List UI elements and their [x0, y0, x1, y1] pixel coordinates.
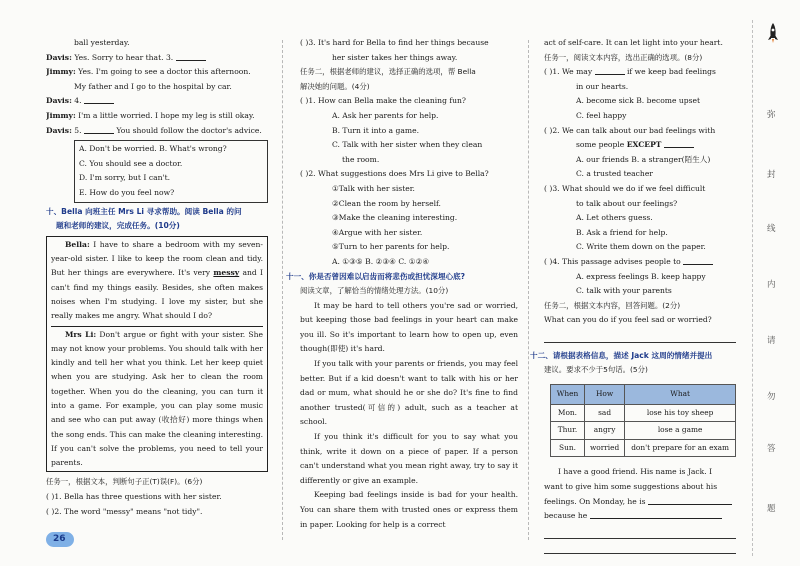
binding-char: 请 [767, 336, 776, 346]
dialogue-line: My father and I go to the hospital by car. [74, 81, 232, 91]
binding-char: 弥 [767, 110, 776, 120]
table-header-row [551, 385, 736, 405]
table-cell: Thur. [551, 422, 585, 440]
dialogue-line: Davis: 5. You should follow the doctor's advice. [46, 125, 262, 135]
section-10-title: 十、Bella 向班主任 Mrs Li 寻求帮助。阅读 Bella 的问 [46, 206, 242, 216]
page-number: 26 [53, 534, 66, 544]
task1-title: 任务一，根据文本，判断句子正(T)误(F)。(6分) [46, 477, 203, 487]
option: E. How do you feel now? [79, 187, 175, 197]
answer-blank[interactable] [664, 139, 694, 148]
section-12-title: 十二、请根据表格信息，描述 Jack 这周的情绪并提出 [530, 350, 713, 360]
table-header: How [584, 385, 624, 405]
table-cell: worried [584, 439, 624, 457]
passage-paragraph: Keeping bad feelings inside is bad for your health. You can share them with trusted ones or express them in paper. Looking for help is a correct [300, 490, 518, 529]
question-cont: in our hearts. [576, 81, 629, 91]
option: A. our friends B. a stranger(陌生人) [576, 154, 711, 164]
option-cont: the room. [342, 154, 380, 164]
option: C. feel happy [576, 110, 627, 120]
binding-char: 题 [767, 504, 776, 514]
option: D. I'm sorry, but I can't. [79, 173, 171, 183]
section-11-title-cont: 阅读文章，了解恰当的情绪处理方法。(10分) [300, 286, 449, 296]
rocket-icon [766, 22, 780, 44]
dialogue-line: Davis: 4. [46, 94, 268, 109]
section-11-title: 十一、你是否曾因难以启齿而将悲伤或担忧深埋心底? [286, 271, 466, 281]
task1-title: 任务一，阅读文本内容，选出正确的选项。(8分) [544, 52, 703, 62]
column-divider [282, 40, 283, 540]
mrs-li-reply: Mrs Li: Don't argue or fight with your sister. She may not know your problems. You should talk with her kindly and tell her what you think. Let her keep quiet when you are studying. Ask her to clean the room together. When you do the cleaning, you can turn it into a game. For example, you can play some music and see who can put away (收拾好) more things when the song ends. This can make the cleaning interesting. If you can't solve the problems, you need to tell your parents. [51, 326, 263, 471]
option: C. Write them down on the paper. [576, 242, 706, 252]
answer-blank[interactable] [595, 66, 625, 75]
writing-prompt: I have a good friend. His name is Jack. I [558, 467, 713, 477]
mood-table [550, 384, 736, 457]
option: A. Ask her parents for help. [332, 110, 439, 120]
column-middle [286, 36, 518, 532]
answer-line[interactable] [544, 328, 736, 343]
tf-item[interactable]: ( )1. Bella has three questions with her sister. [46, 492, 222, 502]
tf-item-cont: her sister takes her things away. [332, 52, 458, 62]
option: C. talk with your parents [576, 286, 672, 296]
bella-letter: Bella: I have to share a bedroom with my seven-year-old sister. I like to keep the room clean and tidy. But her things are everywhere. It's very messy and I can't find my things easily. Besides, she often makes noises when I'm studying. I love my sister, but she really makes me angry. What should I do? [51, 239, 263, 321]
answer-blank[interactable] [176, 52, 206, 61]
table-cell: angry [584, 422, 624, 440]
table-row [551, 422, 736, 440]
task2-title: 任务二，根据文本内容，回答问题。(2分) [544, 300, 681, 310]
binding-char: 封 [767, 170, 776, 180]
option: ①Talk with her sister. [332, 183, 415, 193]
table-header: When [551, 385, 585, 405]
option: A. Let others guess. [576, 213, 653, 223]
table-cell: lose his toy sheep [625, 404, 736, 422]
choices: A. ①③⑤ B. ②③④ C. ①②④ [332, 256, 430, 266]
option: B. Ask a friend for help. [576, 227, 668, 237]
passage-paragraph: It may be hard to tell others you're sad or worried, but keeping those bad feelings in your heart can make you ill. So it's important to learn how to open up, even though(即使) it's hard. [300, 300, 518, 354]
question[interactable]: ( )3. What should we do if we feel difficult [544, 183, 706, 193]
option: ②Clean the room by herself. [332, 198, 441, 208]
question[interactable]: ( )4. This passage advises people to [544, 255, 736, 270]
answer-blank[interactable] [683, 256, 713, 265]
page-number-badge [46, 532, 76, 548]
writing-prompt: feelings. On Monday, he is [544, 495, 736, 510]
section-12-title-cont: 建议。要求不少于5句话。(5分) [544, 365, 648, 375]
option: A. become sick B. become upset [576, 96, 701, 106]
dialogue-line: Jimmy: I'm a little worried. I hope my leg is still okay. [46, 110, 255, 120]
answer-blank[interactable] [590, 510, 722, 519]
passage-paragraph: If you think it's difficult for you to say what you think, write it down on a piece of paper. If a person can't understand what you mean right away, try to say it differently or give an example. [300, 432, 518, 485]
option: ④Argue with her sister. [332, 227, 423, 237]
dialogue-line: ball yesterday. [74, 38, 130, 47]
binding-char: 内 [767, 280, 776, 290]
table-cell: don't prepare for an exam [625, 439, 736, 457]
answer-line[interactable] [544, 539, 736, 554]
option: A. express feelings B. keep happy [576, 271, 706, 281]
question[interactable]: ( )1. How can Bella make the cleaning fun? [300, 96, 467, 106]
table-cell: Mon. [551, 404, 585, 422]
option: ⑤Turn to her parents for help. [332, 242, 450, 252]
tf-item[interactable]: ( )2. The word "messy" means "not tidy". [46, 506, 203, 516]
question[interactable]: ( )2. We can talk about our bad feelings with [544, 125, 716, 135]
writing-prompt: want to give him some suggestions about his [544, 482, 718, 492]
question-cont: to talk about our feelings? [576, 198, 678, 208]
option: ③Make the cleaning interesting. [332, 213, 458, 223]
binding-char: 答 [767, 444, 776, 454]
answer-blank[interactable] [648, 496, 732, 505]
question-cont: some people EXCEPT [544, 138, 736, 153]
binding-strip [752, 20, 794, 556]
question[interactable]: ( )1. We may if we keep bad feelings [544, 67, 716, 77]
passage-paragraph: If you talk with your parents or friends, you may feel better. But if a kid doesn't want to talk with his or her dad or mum, what should he or she do? It's fine to find another trusted(可信的) adult, such as a teacher at school. [300, 359, 518, 427]
binding-char: 勿 [767, 392, 776, 402]
task2-title: 任务二，根据老师的建议，选择正确的选项，帮 Bella [300, 67, 476, 77]
column-left [46, 36, 268, 519]
letter-box [46, 236, 268, 473]
table-header: What [625, 385, 736, 405]
option: C. Talk with her sister when they clean [332, 140, 483, 150]
writing-prompt: because he [544, 509, 736, 524]
column-divider [528, 40, 529, 540]
answer-line[interactable] [544, 524, 736, 539]
table-cell: Sun. [551, 439, 585, 457]
column-right [530, 36, 736, 554]
table-cell: lose a game [625, 422, 736, 440]
binding-char: 线 [767, 224, 776, 234]
option: C. You should see a doctor. [79, 158, 183, 168]
table-cell: sad [584, 404, 624, 422]
dialogue-line: Jimmy: Yes. I'm going to see a doctor this afternoon. [46, 67, 251, 77]
answer-blank[interactable] [84, 95, 114, 104]
task2-title-cont: 解决她的问题。(4分) [300, 81, 370, 91]
option: A. Don't be worried. B. What's wrong? [79, 144, 227, 154]
answer-blank[interactable] [84, 125, 114, 134]
options-box [74, 140, 268, 202]
tf-item[interactable]: ( )3. It's hard for Bella to find her things because [300, 38, 489, 47]
open-question: What can you do if you feel sad or worried? [544, 315, 712, 325]
table-row [551, 439, 736, 457]
passage-end: act of self-care. It can let light into your heart. [544, 38, 723, 47]
table-row [551, 404, 736, 422]
section-10-title-cont: 题和老师的建议，完成任务。(10分) [56, 221, 180, 231]
option: B. Turn it into a game. [332, 125, 419, 135]
dialogue-line: Davis: Yes. Sorry to hear that. 3. [46, 51, 268, 66]
question[interactable]: ( )2. What suggestions does Mrs Li give to Bella? [300, 169, 489, 179]
option: C. a trusted teacher [576, 169, 653, 179]
